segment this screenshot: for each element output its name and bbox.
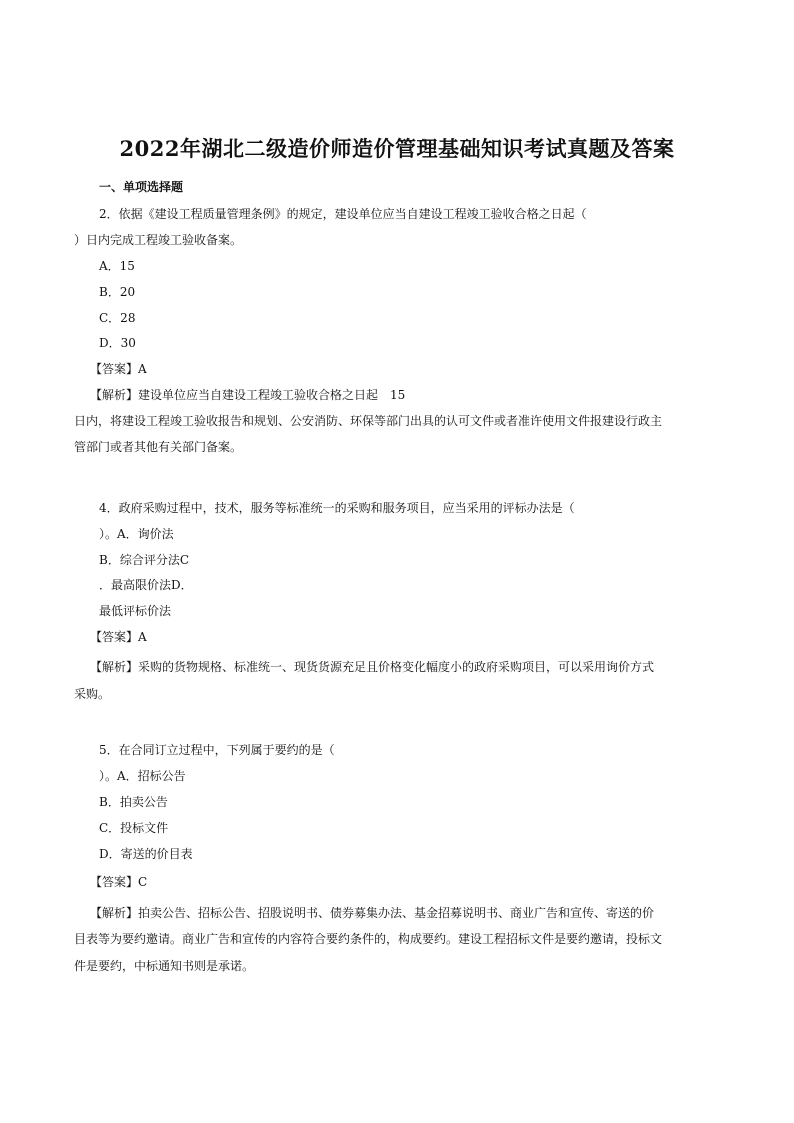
- question-4-analysis-line-2: 采购。: [74, 687, 111, 701]
- question-4-answer: 【答案】A: [90, 630, 147, 644]
- question-4-line-3: B．综合评分法C: [99, 553, 190, 567]
- question-5-line-3: B．拍卖公告: [99, 795, 168, 809]
- question-5-line-1: 5．在合同订立过程中，下列属于要约的是（: [99, 743, 335, 757]
- question-5-line-5: D．寄送的价目表: [99, 847, 193, 861]
- question-2-option-c: C．28: [99, 311, 136, 325]
- question-4-line-5: 最低评标价法: [99, 604, 172, 618]
- question-2-line-2: ）日内完成工程竣工验收备案。: [74, 233, 243, 247]
- question-5-line-4: C．投标文件: [99, 821, 169, 835]
- question-2-analysis-line-3: 管部门或者其他有关部门备案。: [74, 440, 243, 454]
- document-title: 2022年湖北二级造价师造价管理基础知识考试真题及答案: [119, 136, 675, 161]
- question-5-answer: 【答案】C: [90, 875, 148, 889]
- question-2-option-d: D．30: [99, 336, 136, 350]
- question-2-line-1: 2．依据《建设工程质量管理条例》的规定，建设单位应当自建设工程竣工验收合格之日起（: [99, 207, 587, 221]
- question-2-answer: 【答案】A: [90, 362, 147, 376]
- question-4-line-1: 4．政府采购过程中，技术，服务等标准统一的采购和服务项目，应当采用的评标办法是（: [99, 501, 575, 515]
- question-5-analysis-line-3: 件是要约，中标通知书则是承诺。: [74, 959, 255, 973]
- question-2-option-a: A．15: [99, 259, 135, 273]
- question-5-analysis-line-2: 目表等为要约邀请。商业广告和宣传的内容符合要约条件的，构成要约。建设工程招标文件是要约邀请，投标文: [74, 932, 663, 946]
- question-2-option-b: B．20: [99, 285, 136, 299]
- question-4-line-4: ．最高限价法D．: [99, 578, 193, 592]
- question-2-analysis-line-1: 【解析】建设单位应当自建设工程竣工验收合格之日起 15: [90, 388, 406, 402]
- question-5-line-2: ）。A．招标公告: [99, 769, 186, 783]
- question-5-analysis-line-1: 【解析】拍卖公告、招标公告、招股说明书、债券募集办法、基金招募说明书、商业广告和宣传、寄送的价: [90, 906, 655, 920]
- question-2-analysis-line-2: 日内，将建设工程竣工验收报告和规划、公安消防、环保等部门出具的认可文件或者准许使用文件报建设行政主: [74, 414, 663, 428]
- question-4-line-2: ）。A．询价法: [99, 527, 174, 541]
- section-heading: 一、单项选择题: [99, 180, 184, 194]
- question-4-analysis-line-1: 【解析】采购的货物规格、标准统一、现货货源充足且价格变化幅度小的政府采购项目，可以采用询价方式: [90, 660, 655, 674]
